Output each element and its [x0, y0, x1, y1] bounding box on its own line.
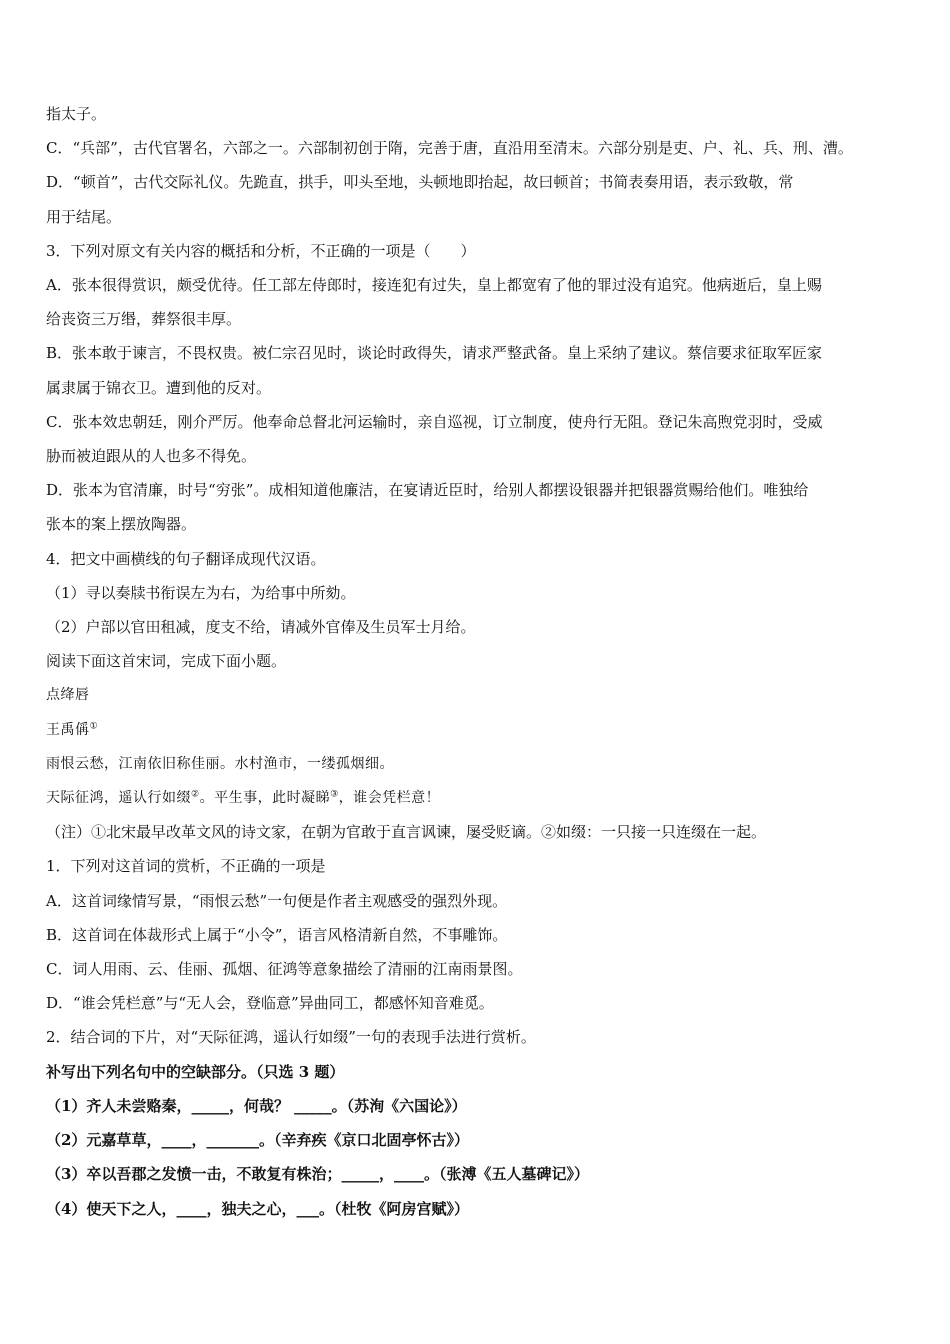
poem-question-2: 2．结合词的下片，对“天际征鸿，遥认行如缀”一句的表现手法进行赏析。 [46, 1028, 536, 1047]
document-page [46, 97, 916, 1226]
footnote-mark: ① [89, 721, 99, 731]
poem-line-1: 雨恨云愁，江南依旧称佳丽。水村渔市，一缕孤烟细。 [46, 755, 394, 772]
q3-option-a: A．张本很得赏识，颇受优待。任工部左侍郎时，接连犯有过失，皇上都宽宥了他的罪过没有追究。他病逝后，皇上赐 [46, 276, 822, 295]
fill-in-item-2: （2）元嘉草草，____，_______。（辛弃疾《京口北固亭怀古》） [46, 1131, 469, 1150]
q3-option-c: C．张本效忠朝廷，刚介严厉。他奉命总督北河运输时，亲自巡视，订立制度，使舟行无阻。登记朱高煦党羽时，受威 [46, 412, 823, 431]
q3-option-a-cont: 给丧资三万缗，葬祭很丰厚。 [46, 310, 242, 329]
question-4: 4．把文中画横线的句子翻译成现代汉语。 [46, 549, 326, 568]
footnote-mark: ③ [330, 789, 339, 800]
q3-option-b: B．张本敢于谏言，不畏权贵。被仁宗召见时，谈论时政得失，请求严整武备。皇上采纳了建议。蔡信要求征取军匠家 [46, 344, 823, 363]
q4-part-2: （2）户部以官田租减，度支不给，请减外官俸及生员军士月给。 [46, 618, 476, 637]
fill-in-item-3: （3）卒以吾郡之发愤一击，不敢复有株治；_____，____。（张溥《五人墓碑记》） [46, 1165, 589, 1184]
q4-part-1: （1）寻以奏牍书衔误左为右，为给事中所劾。 [46, 583, 356, 602]
poem-question-1: 1．下列对这首词的赏析，不正确的一项是 [46, 857, 326, 876]
q3-option-b-cont: 属隶属于锦衣卫。遭到他的反对。 [46, 378, 272, 397]
q3-option-d: D．张本为官清廉，时号“穷张”。成相知道他廉洁，在宴请近臣时，给别人都摆设银器并把银器赏赐给他们。唯独给 [46, 481, 809, 500]
fill-in-item-1: （1）齐人未尝赂秦，_____，何哉？ _____。（苏洵《六国论》） [46, 1096, 467, 1115]
poem-line-2-a: 天际征鸿，遥认行如缀 [46, 790, 191, 807]
text-line: 指太子。 [46, 105, 107, 123]
footnote-mark: ② [191, 789, 200, 800]
option-c-line: C．“兵部”，古代官署名，六部之一。六部制初创于隋，完善于唐，直沿用至清末。六部分别是吏、户、礼、兵、刑、漕。 [46, 139, 853, 158]
fill-in-heading: 补写出下列名句中的空缺部分。（只选 3 题） [46, 1062, 345, 1081]
poem-line-2-b: 。平生事，此时凝睇 [199, 790, 331, 807]
poem-title: 点绛唇 [46, 687, 90, 704]
question-3: 3．下列对原文有关内容的概括和分析，不正确的一项是（ ） [46, 241, 476, 260]
poem-line-2-c: ，谁会凭栏意！ [338, 790, 441, 807]
q3-option-d-cont: 张本的案上摆放陶器。 [46, 515, 197, 534]
fill-in-item-4: （4）使天下之人，____，独夫之心，___。（杜牧《阿房宫赋》） [46, 1199, 469, 1218]
option-d-cont: 用于结尾。 [46, 207, 122, 226]
poem-q1-option-a: A．这首词缘情写景，“雨恨云愁”一句便是作者主观感受的强烈外现。 [46, 891, 508, 910]
poem-q1-option-c: C．词人用雨、云、佳丽、孤烟、征鸿等意象描绘了清丽的江南雨景图。 [46, 960, 523, 979]
option-d-line: D．“顿首”，古代交际礼仪。先跪直，拱手，叩头至地，头顿地即抬起，故曰顿首；书简表奏用语，表示致敬，常 [46, 173, 794, 192]
q3-option-c-cont: 胁而被迫跟从的人也多不得免。 [46, 447, 257, 466]
poem-q1-option-b: B．这首词在体裁形式上属于“小令”，语言风格清新自然，不事雕饰。 [46, 925, 508, 944]
poem-notes: （注）①北宋最早改革文风的诗文家，在朝为官敢于直言讽谏，屡受贬谪。②如缀：一只接一只连缀在一起。 [46, 823, 767, 842]
poem-instruction: 阅读下面这首宋词，完成下面小题。 [46, 652, 287, 671]
poem-author-name: 王禹偁 [46, 721, 90, 738]
poem-line-2 [46, 781, 916, 815]
poem-author [46, 713, 916, 747]
poem-q1-option-d: D．“谁会凭栏意”与“无人会，登临意”异曲同工，都感怀知音难觅。 [46, 994, 494, 1013]
